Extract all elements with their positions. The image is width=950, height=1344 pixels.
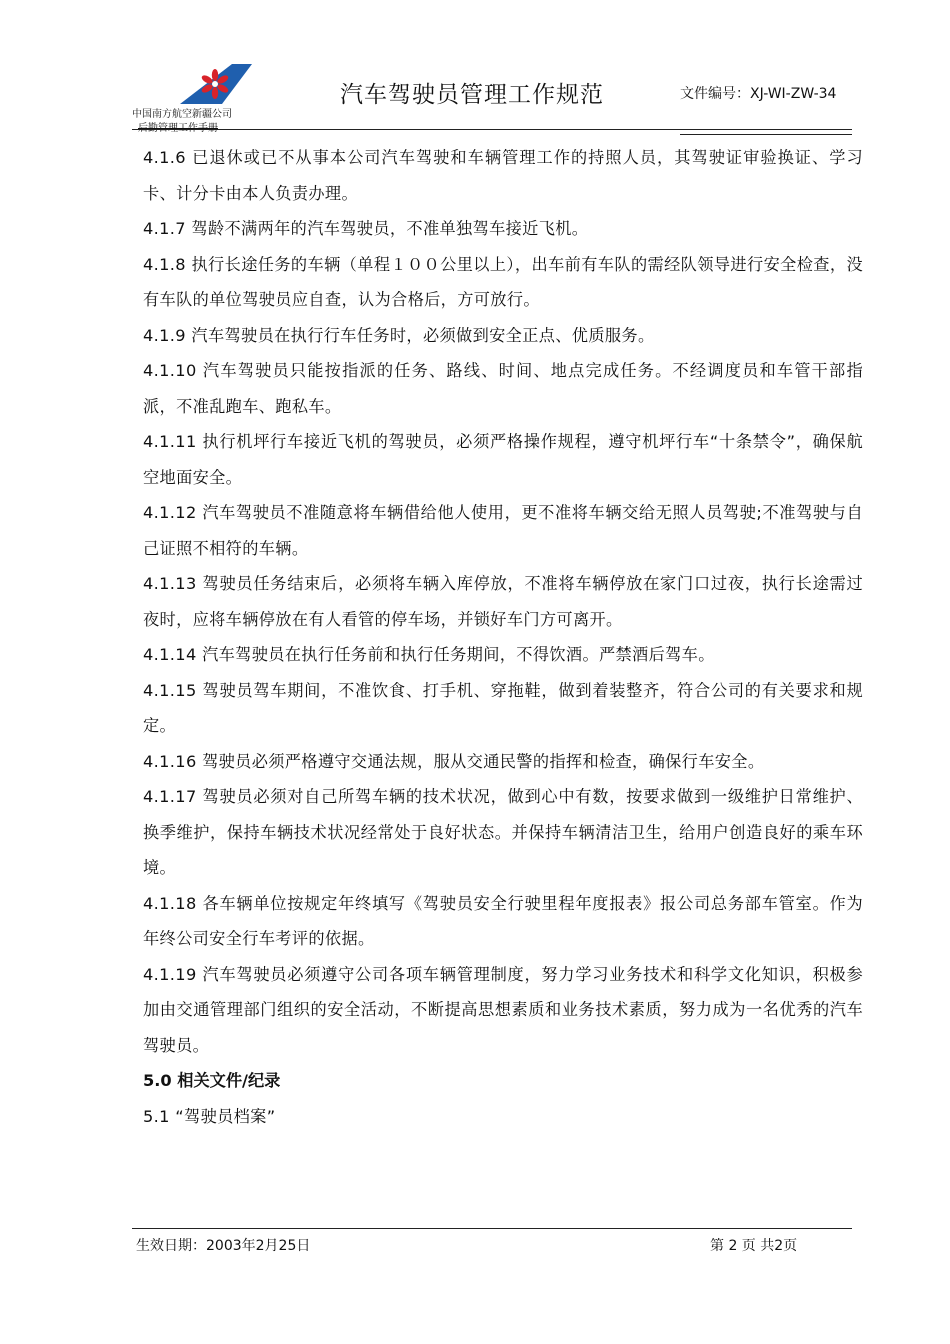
clause-4-1-7: 4.1.7 驾龄不满两年的汽车驾驶员，不准单独驾车接近飞机。 (143, 219, 589, 238)
manual-name: 后勤管理工作手册 (138, 123, 218, 134)
clause-4-1-12: 4.1.12 汽车驾驶员不准随意将车辆借给他人使用，更不准将车辆交给无照人员驾驶;不准驾驶与自己证照不相符的车辆。 (143, 503, 863, 558)
section-item-driver-archive: 5.1 “驾驶员档案” (143, 1106, 276, 1126)
clause-4-1-13: 4.1.13 驾驶员任务结束后，必须将车辆入库停放，不准将车辆停放在家门口过夜，执行长途需过夜时，应将车辆停放在有人看管的停车场，并锁好车门方可离开。 (143, 574, 863, 629)
clause-4-1-17: 4.1.17 驾驶员必须对自己所驾车辆的技术状况，做到心中有数，按要求做到一级维护日常维护、换季维护，保持车辆技术状况经常处于良好状态。并保持车辆清洁卫生，给用户创造良好的乘车环境。 (143, 787, 863, 877)
header-divider-secondary (680, 134, 852, 135)
clause-4-1-6: 4.1.6 已退休或已不从事本公司汽车驾驶和车辆管理工作的持照人员，其驾驶证审验换证、学习卡、计分卡由本人负责办理。 (143, 148, 863, 203)
effective-date: 生效日期：2003年2月25日 (136, 1238, 311, 1254)
page-number: 第 2 页 共2页 (710, 1238, 798, 1254)
header-divider (132, 129, 852, 130)
clause-4-1-19: 4.1.19 汽车驾驶员必须遵守公司各项车辆管理制度，努力学习业务技术和科学文化知识，积极参加由交通管理部门组织的安全活动，不断提高思想素质和业务技术素质，努力成为一名优秀的汽车驾驶员。 (143, 964, 863, 1055)
company-name: 中国南方航空新疆公司 (132, 109, 232, 120)
clause-4-1-10: 4.1.10 汽车驾驶员只能按指派的任务、路线、时间、地点完成任务。不经调度员和车管干部指派，不准乱跑车、跑私车。 (143, 361, 863, 416)
clause-4-1-16: 4.1.16 驾驶员必须严格遵守交通法规，服从交通民警的指挥和检查，确保行车安全。 (143, 751, 765, 771)
clause-4-1-14: 4.1.14 汽车驾驶员在执行任务前和执行任务期间，不得饮酒。严禁酒后驾车。 (143, 645, 715, 664)
document-title: 汽车驾驶员管理工作规范 (340, 82, 604, 108)
clause-4-1-11: 4.1.11 执行机坪行车接近飞机的驾驶员，必须严格操作规程，遵守机坪行车“十条禁令”，确保航空地面安全。 (143, 432, 863, 487)
clause-4-1-9: 4.1.9 汽车驾驶员在执行行车任务时，必须做到安全正点、优质服务。 (143, 325, 655, 345)
document-number: 文件编号：XJ-WI-ZW-34 (680, 86, 837, 102)
airline-tail-logo-icon (174, 58, 254, 108)
section-heading-related-documents: 5.0 相关文件/纪录 (143, 1071, 281, 1090)
document-body (143, 140, 863, 1134)
clause-4-1-8: 4.1.8 执行长途任务的车辆（单程１００公里以上），出车前有车队的需经队领导进行安全检查，没有车队的单位驾驶员应自查，认为合格后，方可放行。 (143, 254, 863, 309)
clause-4-1-15: 4.1.15 驾驶员驾车期间，不准饮食、打手机、穿拖鞋，做到着装整齐，符合公司的有关要求和规定。 (143, 680, 863, 735)
footer-divider (132, 1228, 852, 1229)
clause-4-1-18: 4.1.18 各车辆单位按规定年终填写《驾驶员安全行驶里程年度报表》报公司总务部车管室。作为年终公司安全行车考评的依据。 (143, 893, 863, 948)
